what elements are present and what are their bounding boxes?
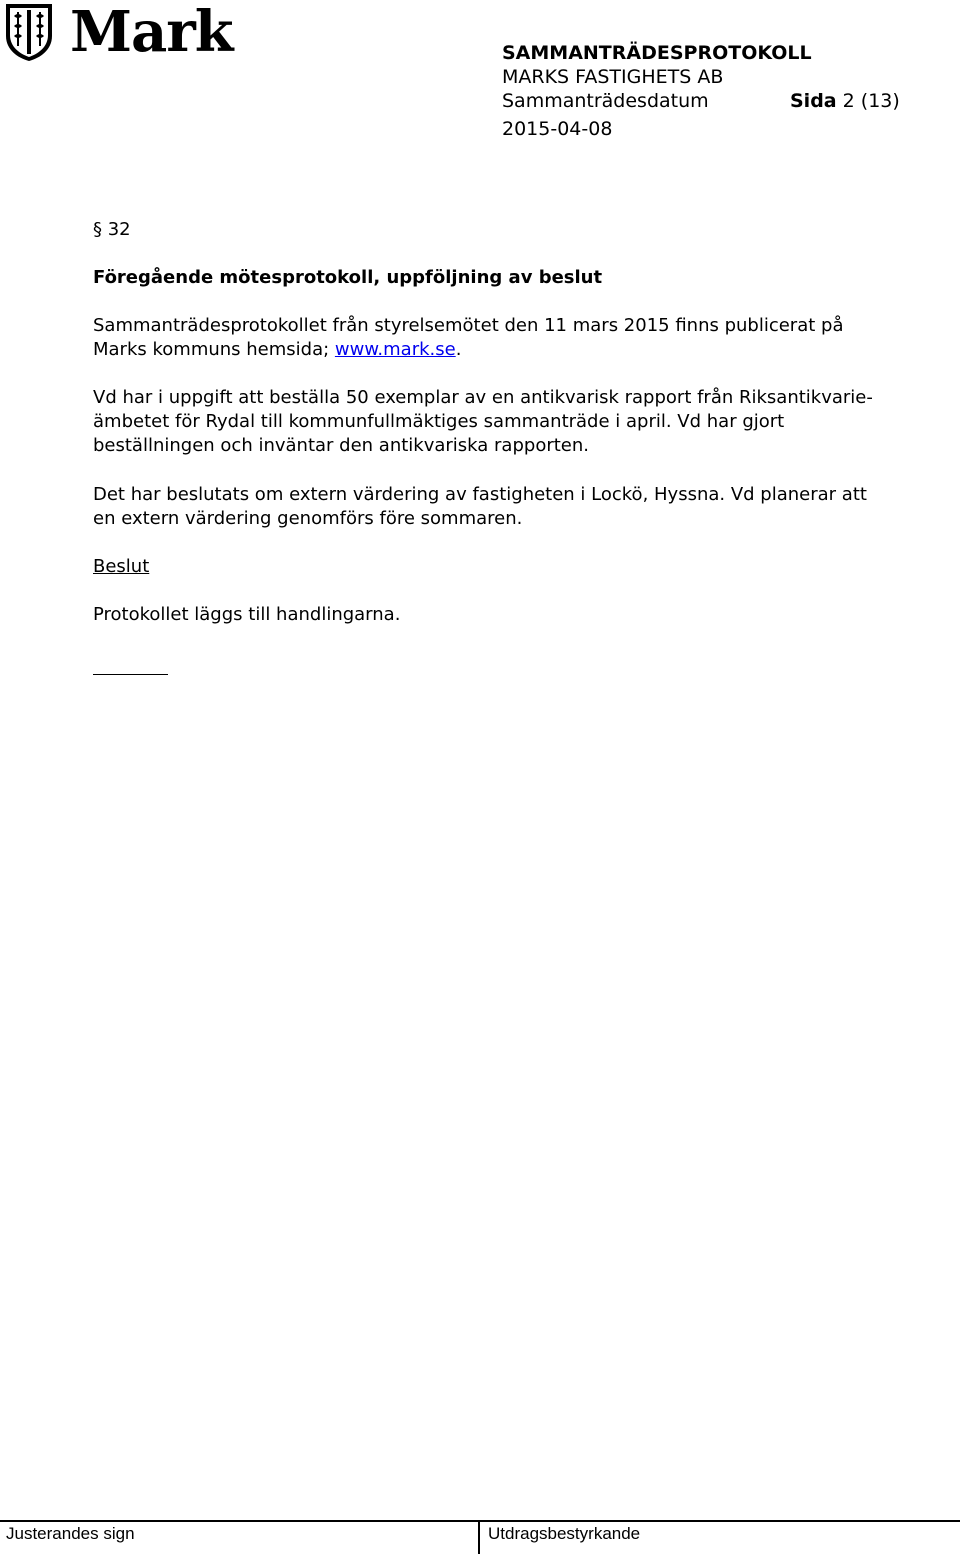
website-link[interactable]: www.mark.se — [334, 339, 456, 360]
paragraph-line: ämbetet för Rydal till kommunfullmäktiges sammanträde i april. Vd har gjort — [93, 411, 785, 432]
decision-text: Protokollet läggs till handlingarna. — [93, 604, 401, 625]
section-end-line — [93, 674, 168, 675]
paragraph-text: Marks kommuns hemsida; — [93, 339, 335, 360]
paragraph-line: Det har beslutats om extern värdering av fastigheten i Lockö, Hyssna. Vd planerar att — [93, 484, 867, 505]
section-number-value: 32 — [107, 219, 131, 240]
paragraph-minutes-published — [93, 314, 843, 362]
company-name: MARKS FASTIGHETS AB — [502, 66, 724, 88]
footer-divider — [478, 1520, 480, 1554]
section-number — [93, 218, 131, 242]
page-label: Sida — [790, 90, 837, 112]
signature-label: Justerandes sign — [6, 1524, 135, 1543]
section-symbol: § — [93, 219, 102, 240]
page-number: 2 (13) — [842, 90, 900, 112]
document-type-title: SAMMANTRÄDESPROTOKOLL — [502, 42, 812, 64]
paragraph-line: en extern värdering genomförs före sommaren. — [93, 508, 523, 529]
paragraph-line: Sammanträdesprotokollet från styrelsemötet den 11 mars 2015 finns publicerat på — [93, 315, 844, 336]
paragraph-line: beställningen och inväntar den antikvariska rapporten. — [93, 435, 589, 456]
meeting-date-label: Sammanträdesdatum — [502, 90, 709, 112]
footer — [0, 1520, 960, 1554]
footer-rule — [0, 1520, 960, 1522]
paragraph-line — [93, 338, 843, 362]
paragraph-text: . — [455, 339, 462, 360]
decision-heading: Beslut — [93, 556, 150, 577]
meeting-date-line — [502, 89, 922, 113]
municipal-coat-of-arms-icon — [4, 2, 54, 62]
certification-label: Utdragsbestyrkande — [488, 1524, 641, 1543]
meeting-date: 2015-04-08 — [502, 118, 613, 140]
mark-logo — [4, 2, 232, 64]
paragraph-line: Vd har i uppgift att beställa 50 exemplar av en antikvarisk rapport från Riksantikvarie- — [93, 387, 873, 408]
logo-wordmark: Mark — [70, 0, 233, 65]
paragraph-external-valuation — [93, 483, 867, 531]
page-indicator — [790, 89, 900, 113]
section-heading: Föregående mötesprotokoll, uppföljning av beslut — [93, 267, 603, 288]
paragraph-antiquarian-report — [93, 386, 873, 458]
